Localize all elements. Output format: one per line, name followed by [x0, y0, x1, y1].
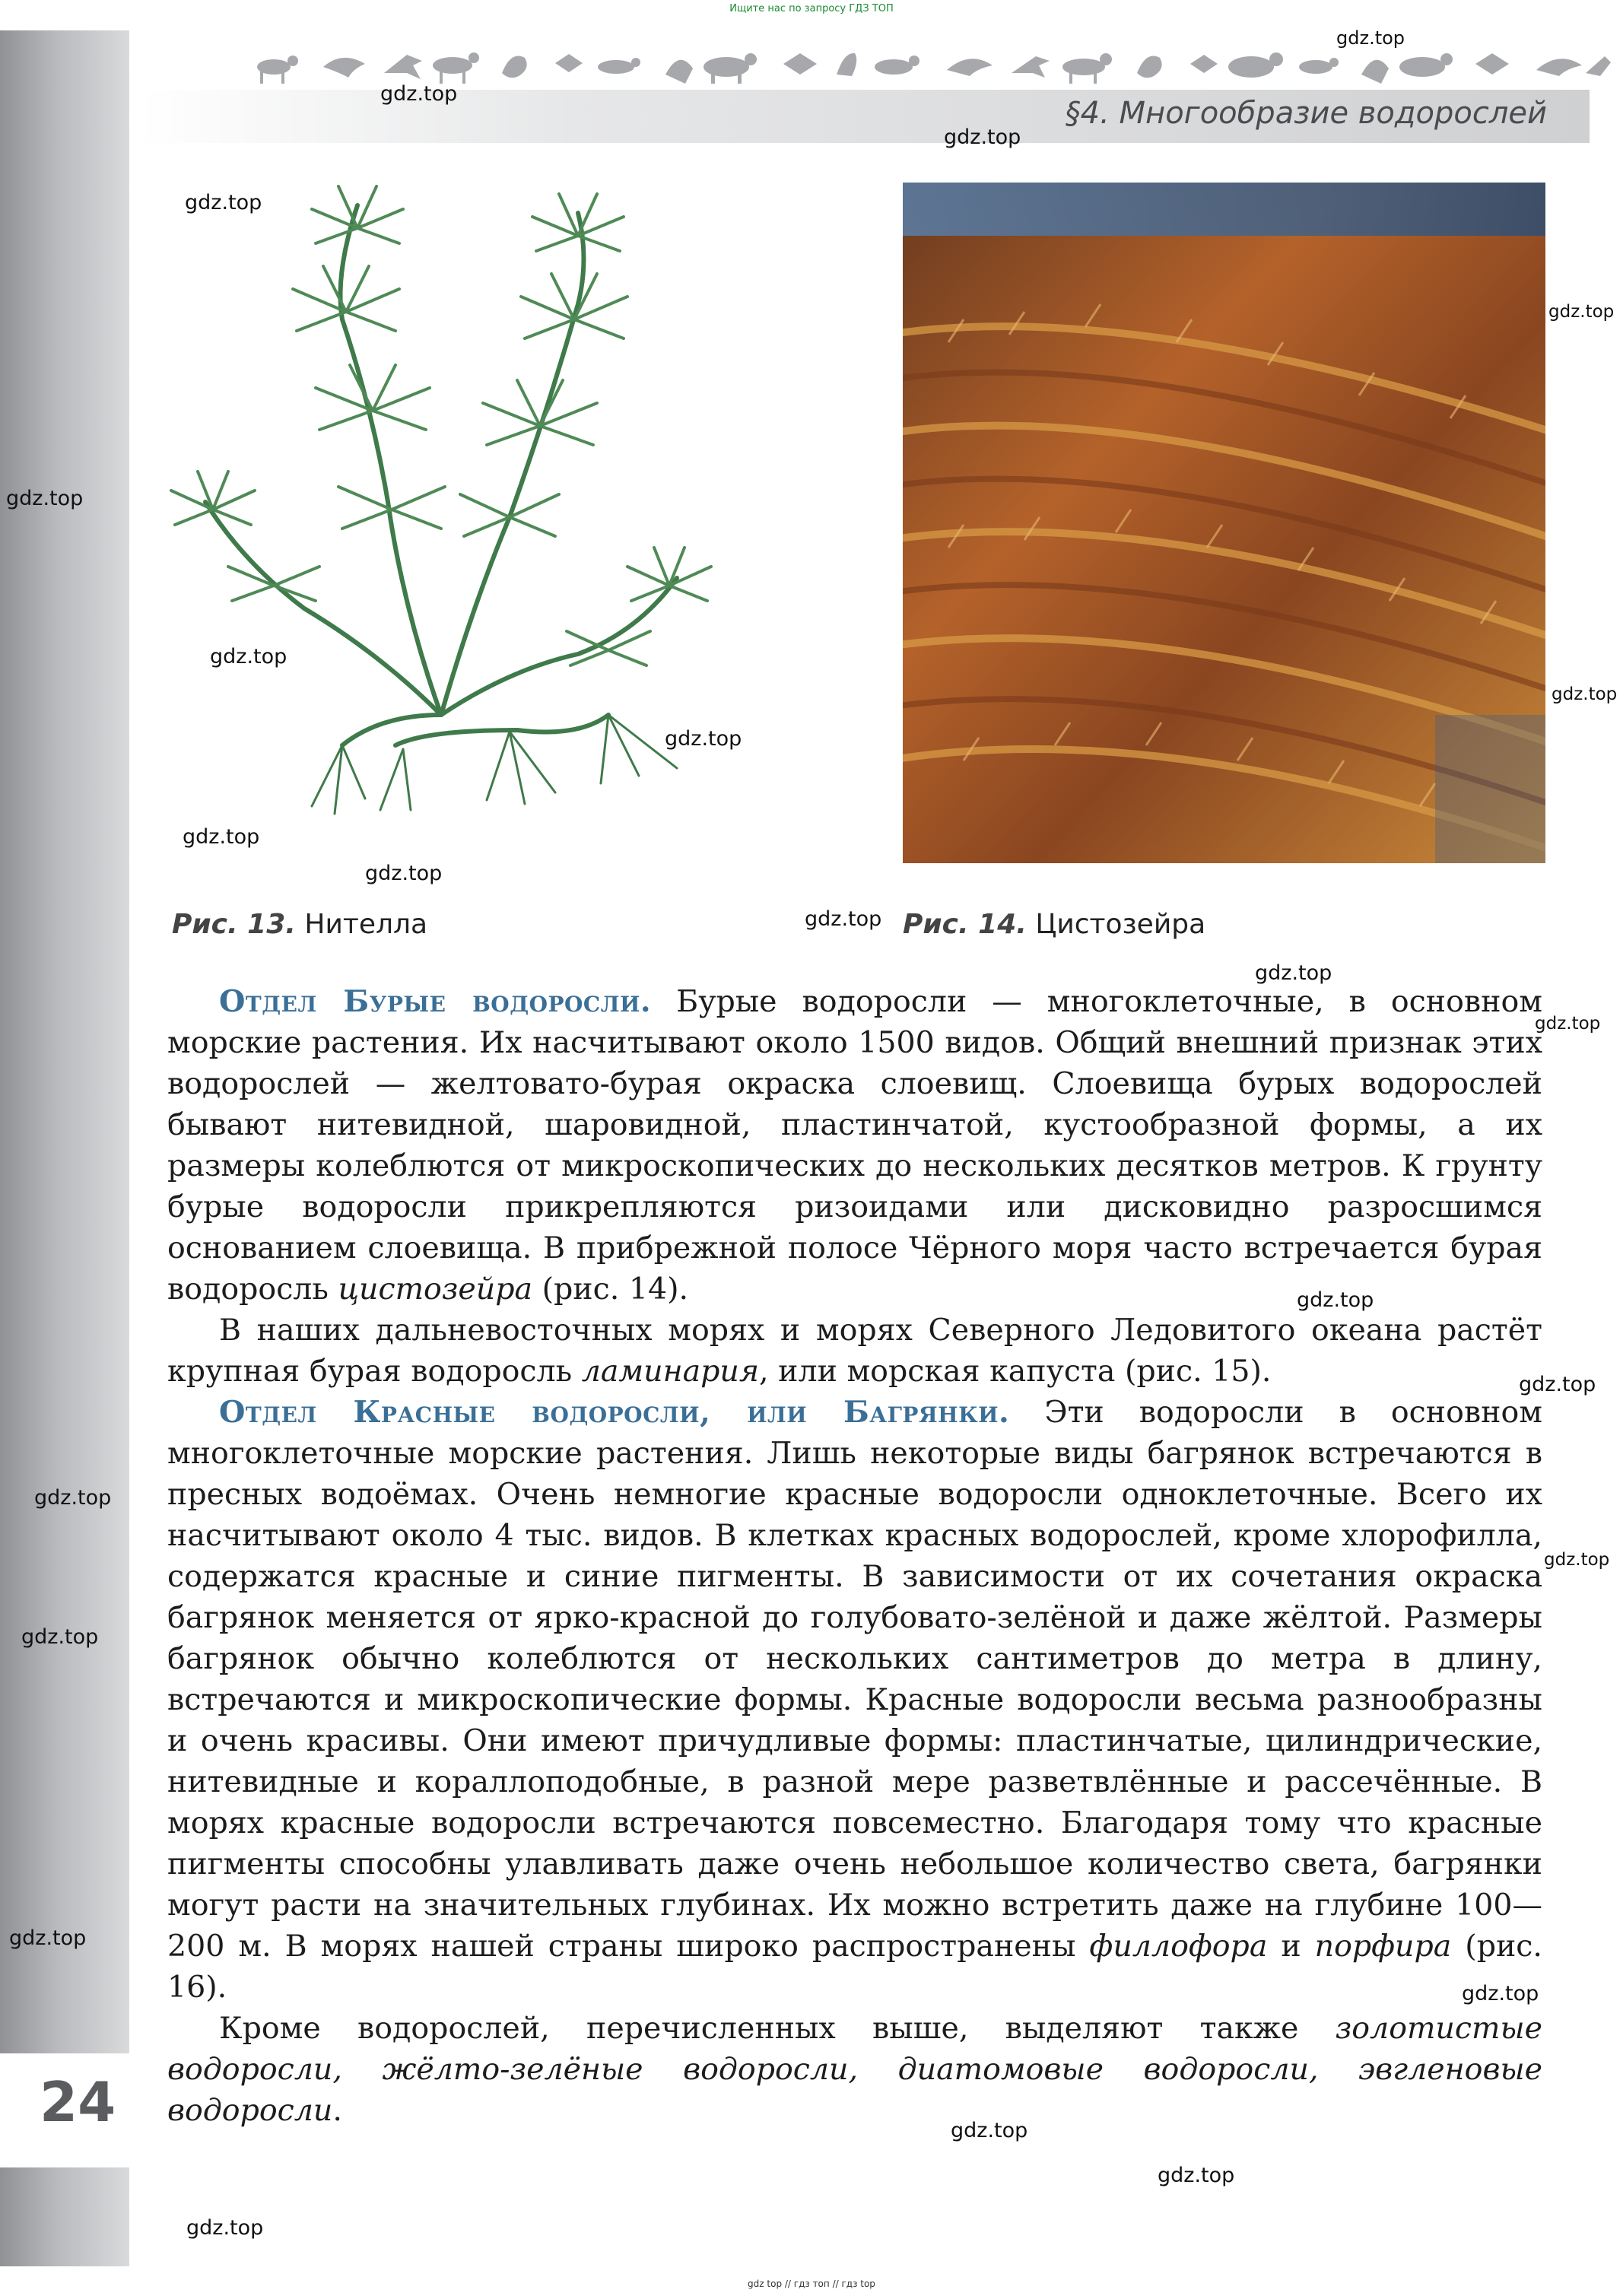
bottom-note: gdz top // гдз топ // гдз top — [748, 2279, 875, 2289]
watermark: gdz.top — [665, 727, 742, 751]
top-note: Ищите нас по запросу ГДЗ ТОП — [729, 3, 894, 14]
watermark: gdz.top — [210, 645, 287, 668]
figure-14-label: Рис. 14. — [903, 909, 1027, 940]
paragraph-text: Кроме водорослей, перечисленных выше, выделяют также — [219, 2011, 1336, 2046]
paragraph-text: Эти водоросли в основном многоклеточные морские растения. Лишь некоторые виды багрянок встречаются в пресных водоёмах. Очень немногие красные водоросли одноклеточные. Всего их насчитывают около 4 тыс. видов. В клетках красных водорослей, кроме хлорофилла, содержатся красные и синие пигменты. В зависимости от их сочетания окраска багрянок меняется от ярко-красной до голубовато-зелёной и даже жёлтой. Размеры багрянок обычно колеблются от нескольких сантиметров до метра в длину, встречаются и микроскопические формы. Красные водоросли весьма разнообразны и очень красивы. Они имеют причудливые формы: пластинчатые, цилиндрические, нитевидные и кораллоподобные, в разной мере разветвлённые и рассечённые. В морях красные водоросли встречаются повсеместно. Благодаря тому что красные пигменты способны улавливать даже очень небольшое количество света, багрянки могут расти на значительных глубинах. Их можно встретить даже на глубине 100—200 м. В морях нашей страны широко распространены — [167, 1395, 1542, 1964]
watermark: gdz.top — [1255, 961, 1332, 985]
paragraph-text: Бурые водоросли — многоклеточные, в основном морские растения. Их насчитывают около 1500 видов. Общий внешний признак этих водорослей — желтовато-бурая окраска слоевищ. Слоевища бурых водорослей бывают нитевидной, шаровидной, пластинчатой, кустообразной формы, а их размеры колеблются от микроскопических до нескольких десятков метров. К грунту бурые водоросли прикрепляются ризоидами или дисковидно разросшимся основанием слоевища. В прибрежной полосе Чёрного моря часто встречается бурая водоросль — [167, 984, 1542, 1307]
watermark: gdz.top — [185, 191, 262, 214]
paragraph-text: и — [1267, 1929, 1315, 1964]
heading-brown-algae: Отдел Бурые водоросли. — [219, 984, 652, 1019]
watermark: gdz.top — [1297, 1288, 1374, 1312]
paragraph-text: (рис. 14). — [532, 1272, 689, 1307]
watermark: gdz.top — [1336, 27, 1405, 49]
watermark: gdz.top — [951, 2119, 1028, 2142]
paragraph-red-algae — [167, 1392, 1542, 2008]
term-cystoseira: цистозейра — [338, 1272, 533, 1307]
figure-13-label: Рис. 13. — [172, 909, 296, 940]
watermark: gdz.top — [380, 82, 458, 106]
figure-14-name: Цистозейра — [1035, 909, 1206, 940]
figure-cystoseira-photo — [903, 183, 1545, 863]
section-title: §4. Многообразие водорослей — [1065, 96, 1547, 131]
watermark: gdz.top — [34, 1486, 112, 1510]
watermark: gdz.top — [1519, 1373, 1596, 1396]
watermark: gdz.top — [1552, 684, 1618, 704]
term-porphyra: порфира — [1314, 1929, 1452, 1964]
term-phyllophora: филлофора — [1089, 1929, 1268, 1964]
watermark: gdz.top — [1548, 302, 1615, 322]
figure-13-caption — [172, 909, 427, 940]
paragraph-text: , или морская капуста (рис. 15). — [759, 1354, 1272, 1389]
watermark: gdz.top — [1462, 1982, 1539, 2005]
watermark: gdz.top — [944, 125, 1021, 149]
paragraph-text: . — [332, 2093, 342, 2128]
watermark: gdz.top — [6, 487, 84, 510]
watermark: gdz.top — [186, 2216, 264, 2240]
term-other-algae: золотистые водоросли, жёлто-зелёные водоросли, диатомовые водоросли, эвгленовые водоросли — [167, 2011, 1542, 2128]
watermark: gdz.top — [365, 862, 443, 885]
term-laminaria: ламинария — [581, 1354, 760, 1389]
watermark: gdz.top — [1535, 1014, 1601, 1034]
paragraph-text: В наших дальневосточных морях и морях Северного Ледовитого океана растёт крупная бурая водоросль — [167, 1313, 1542, 1389]
paragraph-text: (рис. 16). — [167, 1929, 1542, 2005]
watermark: gdz.top — [1158, 2164, 1235, 2187]
figure-14-caption — [903, 909, 1205, 940]
watermark: gdz.top — [1544, 1550, 1610, 1570]
body-text — [167, 981, 1542, 2131]
paragraph-laminaria — [167, 1310, 1542, 1392]
watermark: gdz.top — [183, 825, 260, 849]
watermark: gdz.top — [9, 1926, 87, 1950]
watermark: gdz.top — [21, 1625, 99, 1649]
heading-red-algae: Отдел Красные водоросли, или Багрянки. — [219, 1395, 1010, 1430]
page-number: 24 — [40, 2070, 116, 2134]
watermark: gdz.top — [805, 907, 882, 931]
paragraph-brown-algae — [167, 981, 1542, 1310]
figure-13-name: Нителла — [304, 909, 428, 940]
paragraph-other-algae — [167, 2008, 1542, 2131]
